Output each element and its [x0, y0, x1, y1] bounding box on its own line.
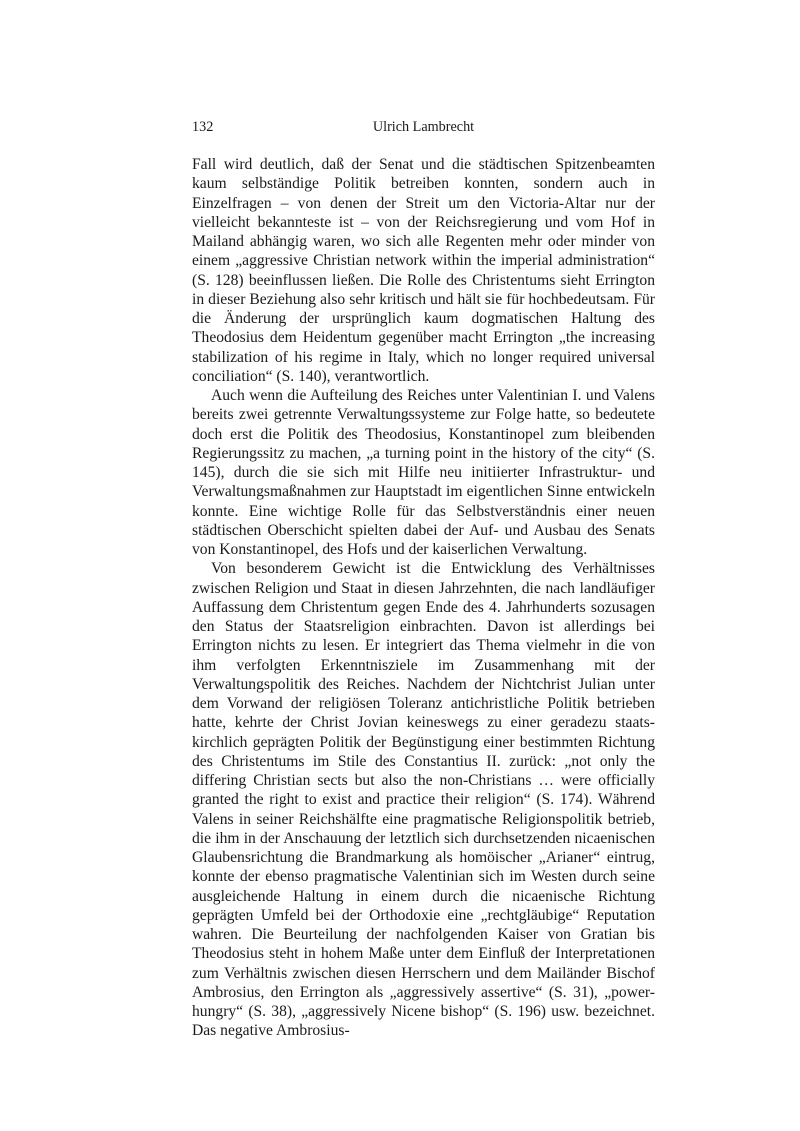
- paragraph-1: Fall wird deutlich, daß der Senat und die städtischen Spitzenbeamten kaum selbständige Politik betreiben konnten, sondern auch in Einzelfragen – von denen der Streit um den Victoria-Altar nur der vielleicht bekannteste ist – von der Reichsregierung und vom Hof in Mailand abhängig waren, wo sich alle Regenten mehr oder minder von einem „aggressive Christian network within the imperial administration“ (S. 128) beeinflussen ließen. Die Rolle des Christentums sieht Errington in dieser Beziehung also sehr kritisch und hält sie für hochbedeutsam. Für die Änderung der ursprünglich kaum dogmatischen Haltung des Theodosius dem Heidentum gegenüber macht Errington „the increasing stabilization of his regime in Italy, which no longer required universal conciliation“ (S. 140), verantwortlich.: [192, 156, 655, 385]
- running-title: Ulrich Lambrecht: [372, 119, 475, 135]
- body-text: [192, 155, 655, 1041]
- paragraph-2: Auch wenn die Aufteilung des Reiches unter Valentinian I. und Valens bereits zwei getrennte Verwaltungssysteme zur Folge hatte, so bedeutete doch erst die Politik des Theodosius, Konstantinopel zum bleibenden Regierungssitz zu machen, „a turning point in the history of the city“ (S. 145), durch die sie sich mit Hilfe neu initiierter Infrastruktur- und Verwaltungsmaßnahmen zur Hauptstadt im eigentlichen Sinne entwickeln konnte. Eine wichtige Rolle für das Selbstverständnis einer neuen städtischen Oberschicht spielten dabei der Auf- und Ausbau des Senats von Konstantinopel, des Hofs und der kaiserlichen Verwaltung.: [192, 387, 655, 558]
- document-page: [192, 117, 655, 1041]
- page-number: 132: [192, 119, 214, 135]
- running-head: [192, 117, 655, 137]
- paragraph-3: Von besonderem Gewicht ist die Entwicklung des Verhältnisses zwischen Religion und Staat in diesen Jahrzehnten, die nach landläufiger Auffassung dem Christentum gegen Ende des 4. Jahrhunderts sozusagen den Status der Staatsreligion einbrachten. Davon ist allerdings bei Errington nichts zu lesen. Er integriert das Thema vielmehr in die von ihm verfolgten Erkenntnisziele im Zusammenhang mit der Verwaltungspolitik des Reiches. Nachdem der Nichtchrist Julian unter dem Vorwand der religiösen Toleranz antichristliche Politik betrieben hatte, kehrte der Christ Jovian keineswegs zu einer geradezu staatskirchlich geprägten Politik der Begünstigung einer bestimmten Richtung des Christentums im Stile des Constantius II. zurück: „not only the differing Christian sects but also the non-Christians … were officially granted the right to exist and practice their religion“ (S. 174). Während Valens in seiner Reichshälfte eine pragmatische Religionspolitik betrieb, die ihm in der Anschauung der letztlich sich durchsetzenden nicaenischen Glaubensrichtung die Brandmarkung als homöischer „Arianer“ eintrug, konnte der ebenso pragmatische Valentinian sich im Westen durch seine ausgleichende Haltung in einem durch die nicaenische Richtung geprägten Umfeld bei der Orthodoxie eine „rechtgläubige“ Reputation wahren. Die Beurteilung der nachfolgenden Kaiser von Gratian bis Theodosius steht in hohem Maße unter dem Einfluß der Interpretationen zum Verhältnis zwischen diesen Herrschern und dem Mailänder Bischof Ambrosius, den Errington als „aggressively assertive“ (S. 31), „power-hungry“ (S. 38), „aggressively Nicene bishop“ (S. 196) usw. bezeichnet. Das negative Ambrosius-: [192, 560, 655, 1040]
